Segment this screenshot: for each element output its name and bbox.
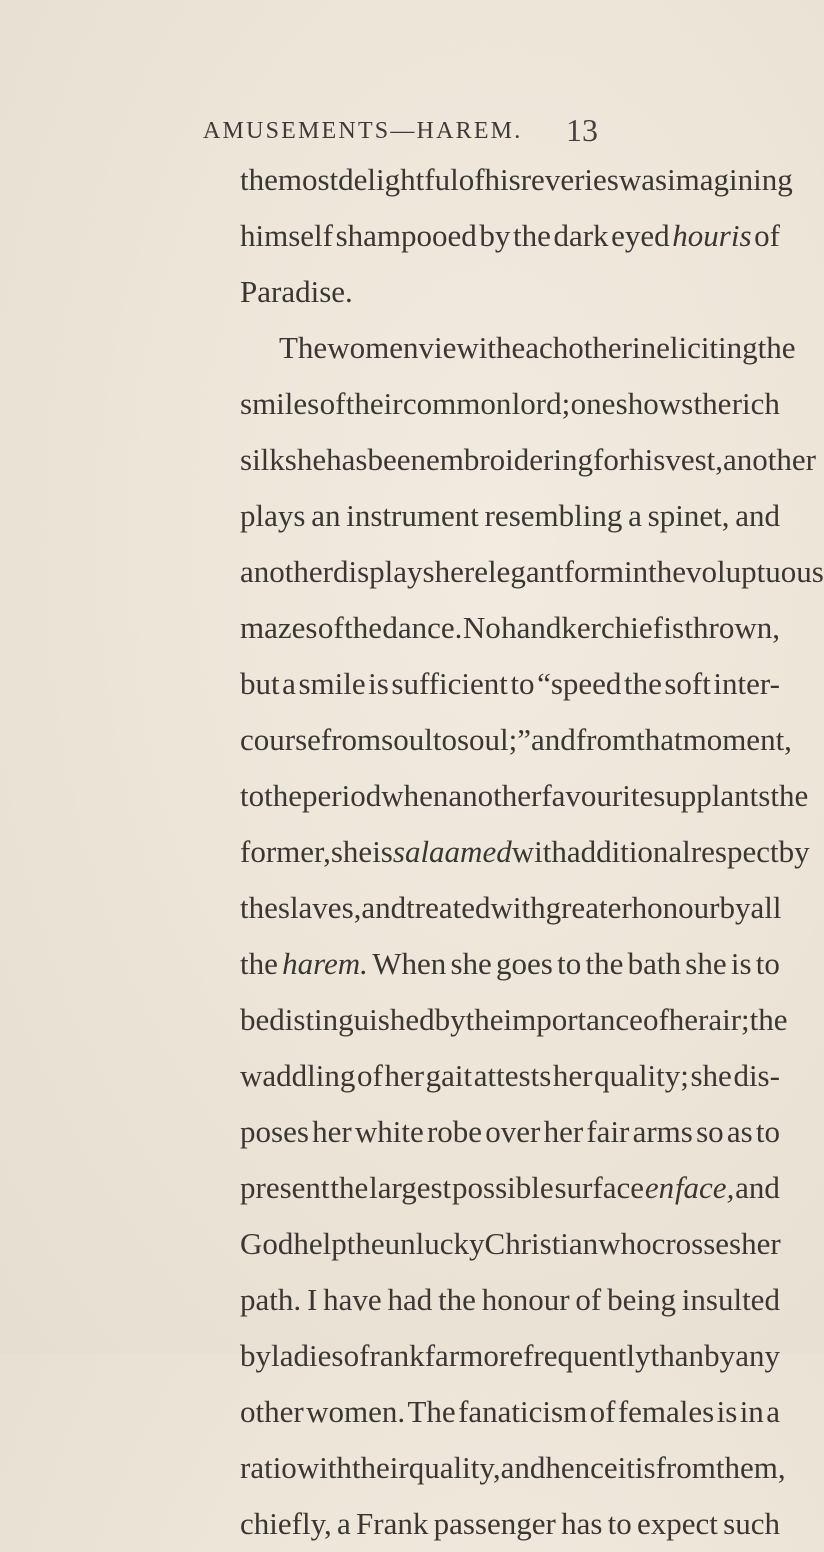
text-line: waddling of her gait attests her quality; she dis- <box>240 1058 780 1093</box>
running-head: AMUSEMENTS—HAREM. <box>203 118 523 144</box>
text-line: chiefly, a Frank passenger has to expect such <box>240 1506 780 1541</box>
text-line: silk she has been embroidering for his vest, another <box>240 442 816 477</box>
text-line: ratio with their quality, and hence it is from them, <box>240 1450 786 1485</box>
text-line: another displays her elegant form in the voluptuous <box>240 554 824 589</box>
text-line: but a smile is sufficient to “speed the soft inter- <box>240 666 780 701</box>
text-line: the slaves, and treated with greater honour by all <box>240 890 782 925</box>
text-line: by ladies of rank far more frequently than by any <box>240 1338 780 1373</box>
text-line: mazes of the dance. No handkerchief is thrown, <box>240 610 780 645</box>
text-line: to the period when another favourite supplants the <box>240 778 809 813</box>
text-line: God help the unlucky Christian who crosses her <box>240 1226 781 1261</box>
text-line: plays an instrument resembling a spinet, and <box>240 498 780 533</box>
text-line: other women. The fanaticism of females is in a <box>240 1394 780 1429</box>
text-line: poses her white robe over her fair arms so as to <box>240 1114 780 1149</box>
text-line: former, she is salaamed with additional respect by <box>240 834 810 869</box>
text-line: Paradise. <box>240 274 353 309</box>
text-line: the most delightful of his reveries was imagining <box>240 162 793 197</box>
text-line: himself shampooed by the dark eyed houris of <box>240 218 780 253</box>
text-line: present the largest possible surface en face, and <box>240 1170 780 1205</box>
text-line: smiles of their common lord; one shows the rich <box>240 386 780 421</box>
page-header <box>0 110 800 154</box>
text-line: course from soul to soul;” and from that moment, <box>240 722 792 757</box>
text-line: the harem. When she goes to the bath she is to <box>240 946 780 981</box>
text-line: be distinguished by the importance of her air; the <box>240 1002 788 1037</box>
text-line: path. I have had the honour of being insulted <box>240 1282 780 1317</box>
page-number: 13 <box>566 112 598 148</box>
text-line: The women vie with each other in eliciting the <box>279 330 796 365</box>
